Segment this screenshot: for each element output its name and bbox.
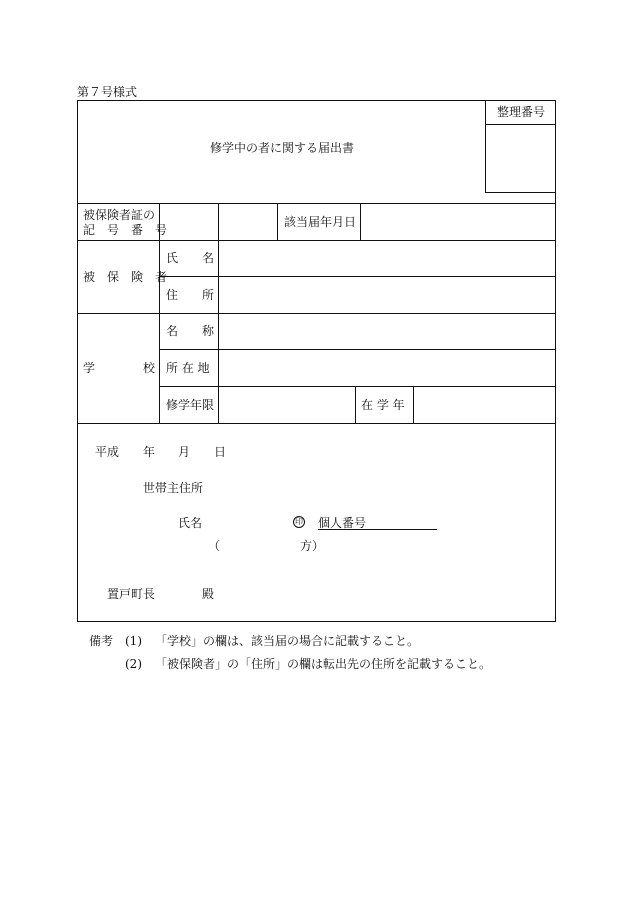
honorific: 殿 [202, 587, 215, 601]
rule-below-school [77, 423, 556, 424]
school-location-label: 所 在 地 [166, 361, 210, 375]
householder-address-label: 世帯主住所 [143, 481, 204, 495]
date-year: 年 [143, 445, 156, 459]
reference-number-divider [485, 124, 556, 125]
rule-below-insured [77, 313, 556, 314]
applicable-date-label: 該当届年月日 [284, 215, 357, 229]
insured-name-label: 氏 名 [166, 251, 215, 265]
grade-label: 在 学 年 [361, 398, 405, 412]
care-of-close: 方） [300, 539, 325, 553]
addressee: 置戸町長 [107, 587, 156, 601]
school-section-label-left: 学 [83, 361, 96, 375]
date-month: 月 [178, 445, 191, 459]
school-name-label: 名 称 [166, 324, 215, 338]
date-era: 平成 [95, 445, 120, 459]
insured-address-label: 住 所 [166, 288, 215, 302]
col-rule-grade-right [413, 386, 414, 423]
document-title: 修学中の者に関する届出書 [210, 141, 355, 155]
col-rule-date-label [360, 203, 361, 240]
insurance-number-label-line1: 被保険者証の [83, 208, 156, 222]
rule-below-insurance-number [77, 240, 556, 241]
col-rule-sublabel [218, 240, 219, 423]
note-1-text: 「学校」の欄は、該当届の場合に記載すること。 [155, 634, 420, 648]
col-rule-grade-left [355, 386, 356, 423]
insured-section-label: 被 保 険 者 [83, 270, 168, 284]
study-period-label: 修学年限 [166, 398, 215, 412]
insurance-number-label-line2: 記 号 番 号 [83, 223, 168, 237]
col-rule-number-a [218, 203, 219, 240]
note-1-number: (1) [125, 634, 142, 648]
notes-label: 備考 [89, 634, 114, 648]
date-day: 日 [214, 445, 227, 459]
col-rule-number-b [277, 203, 278, 240]
note-2-text: 「被保険者」の「住所」の欄は転出先の住所を記載すること。 [155, 657, 492, 671]
school-section-label-right: 校 [143, 361, 156, 375]
note-2-number: (2) [125, 657, 142, 671]
personal-number-label: 個人番号 [318, 516, 367, 530]
householder-name-label: 氏名 [178, 516, 203, 530]
seal-mark: 印 [295, 517, 303, 526]
reference-number-label: 整理番号 [497, 105, 546, 119]
form-number: 第７号様式 [77, 85, 138, 99]
rule-below-title [77, 203, 556, 204]
personal-number-underline [318, 529, 437, 530]
care-of-open: （ [208, 539, 221, 553]
